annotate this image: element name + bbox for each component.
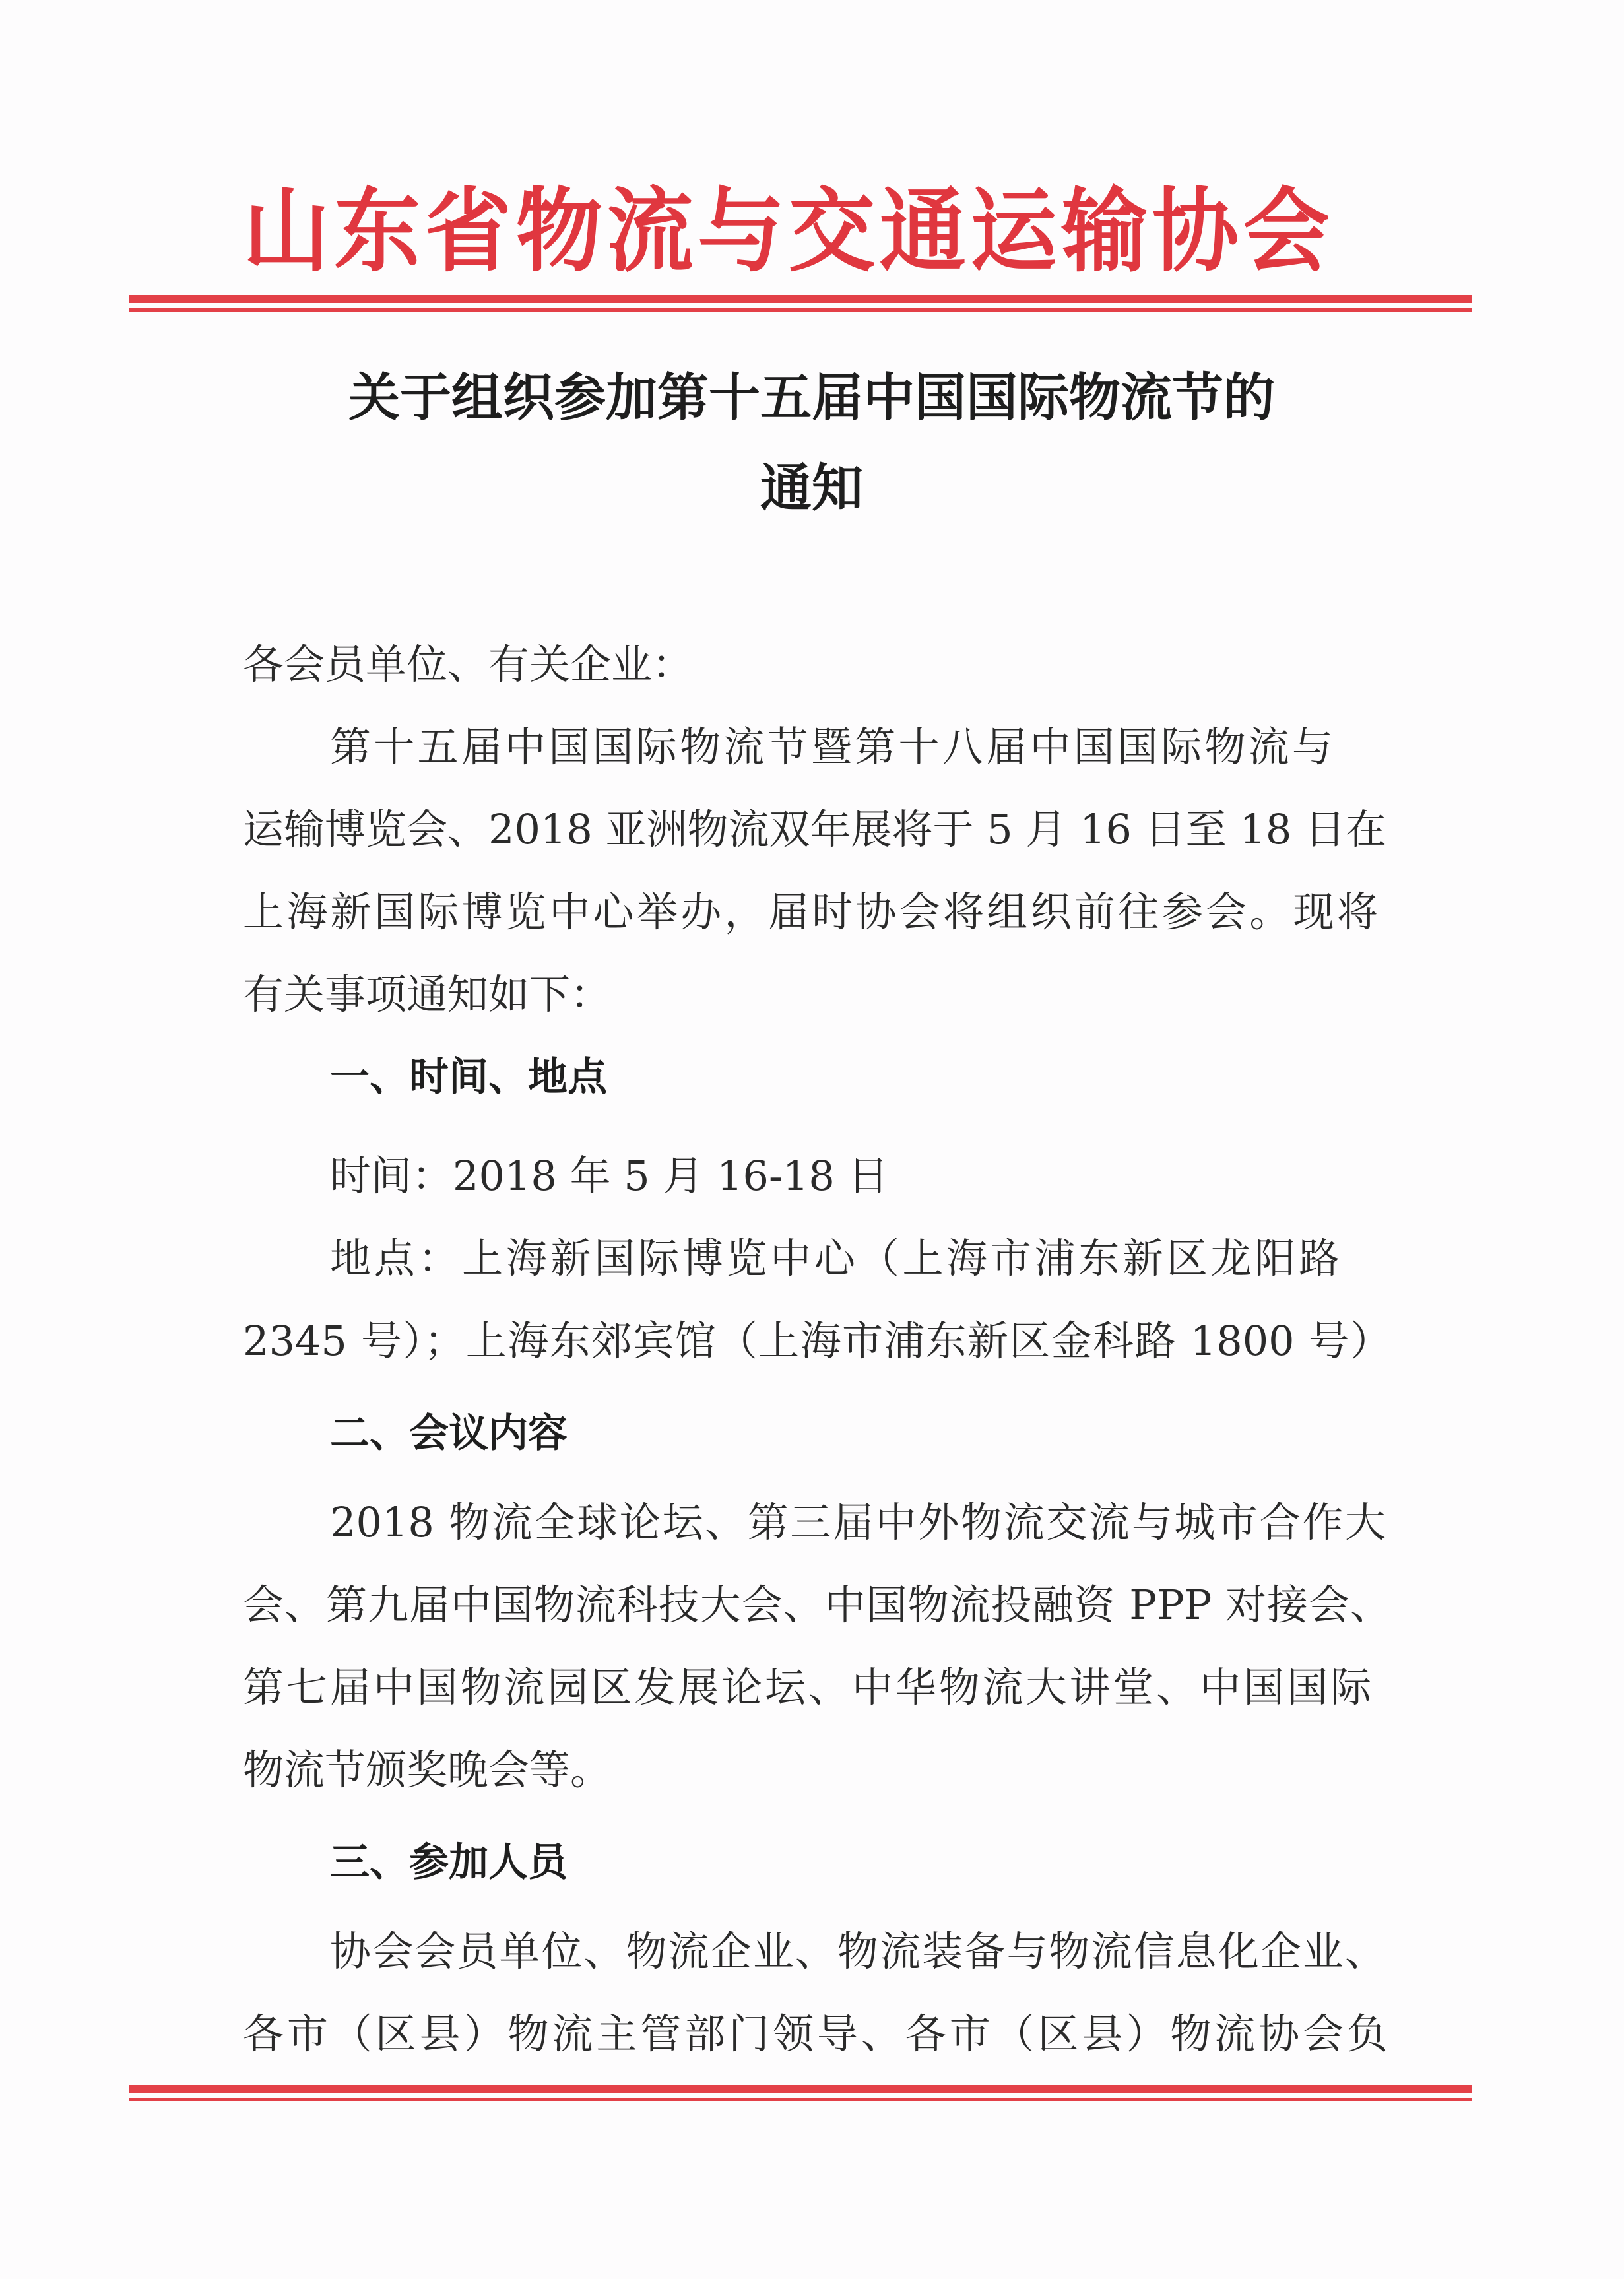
document-title-line-1: 关于组织参加第十五届中国国际物流节的	[348, 368, 1275, 428]
section-2-heading: 二、会议内容	[330, 1410, 568, 1457]
document-title-line-2: 通知	[760, 459, 863, 518]
section-2-line-1: 2018 物流全球论坛、第三届中外物流交流与城市合作大	[330, 1498, 1386, 1546]
intro-line-1: 第十五届中国国际物流节暨第十八届中国国际物流与	[330, 723, 1333, 771]
section-1-location-line-2: 2345 号）；上海东郊宾馆（上海市浦东新区金科路 1800 号）	[243, 1317, 1391, 1365]
section-2-line-4: 物流节颁奖晚会等。	[243, 1746, 612, 1794]
section-2-line-3: 第七届中国物流园区发展论坛、中华物流大讲堂、中国国际	[243, 1663, 1371, 1711]
intro-line-3: 上海新国际博览中心举办，届时协会将组织前往参会。现将	[243, 888, 1378, 936]
intro-line-2: 运输博览会、2018 亚洲物流双年展将于 5 月 16 日至 18 日在	[243, 805, 1386, 853]
section-1-location-line-1: 地点：上海新国际博览中心（上海市浦东新区龙阳路	[330, 1234, 1340, 1282]
section-1-heading: 一、时间、地点	[330, 1054, 607, 1100]
section-3-heading: 三、参加人员	[330, 1839, 568, 1886]
letterhead-divider	[129, 295, 1472, 312]
letterhead-organization: 山东省物流与交通运输协会	[243, 177, 1334, 284]
section-3-line-1: 协会会员单位、物流企业、物流装备与物流信息化企业、	[330, 1927, 1386, 1975]
section-3-line-2: 各市（区县）物流主管部门领导、各市（区县）物流协会负	[243, 2010, 1388, 2058]
section-1-time: 时间：2018 年 5 月 16-18 日	[330, 1152, 889, 1200]
salutation: 各会员单位、有关企业：	[243, 640, 694, 688]
intro-line-4: 有关事项通知如下：	[243, 970, 612, 1018]
footer-divider	[129, 2085, 1472, 2101]
section-2-line-2: 会、第九届中国物流科技大会、中国物流投融资 PPP 对接会、	[243, 1581, 1391, 1629]
